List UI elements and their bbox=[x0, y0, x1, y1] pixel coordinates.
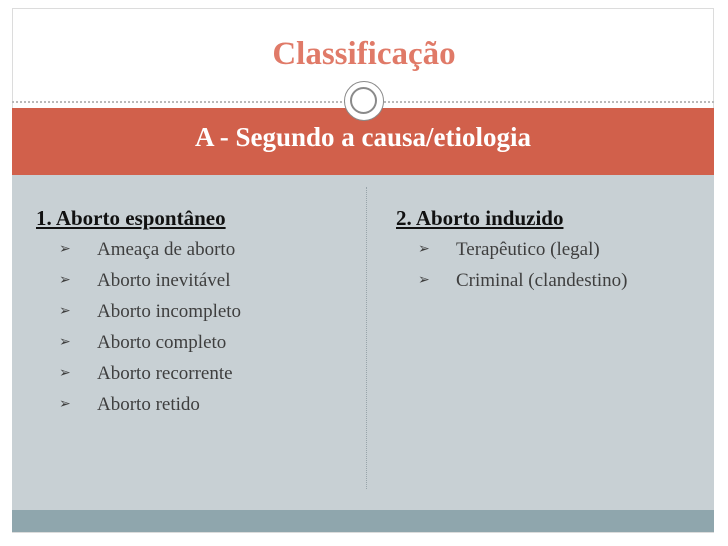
subtitle-text: A - Segundo a causa/etiologia bbox=[194, 122, 532, 152]
circle-ornament-icon bbox=[344, 81, 384, 121]
list-item bbox=[36, 296, 241, 327]
list-item-label: Terapêutico (legal) bbox=[456, 239, 600, 260]
list-item-label: Aborto retido bbox=[97, 394, 200, 415]
footer-bar bbox=[12, 510, 714, 532]
arrow-bullet-icon: ➢ bbox=[418, 242, 430, 257]
arrow-bullet-icon: ➢ bbox=[59, 366, 71, 381]
list-item-label: Aborto inevitável bbox=[97, 270, 231, 291]
list-item bbox=[36, 265, 241, 296]
column-divider bbox=[366, 187, 367, 489]
right-column bbox=[396, 203, 627, 296]
list-item-label: Aborto incompleto bbox=[97, 301, 242, 322]
arrow-bullet-icon: ➢ bbox=[59, 304, 71, 319]
right-column-heading: 2. Aborto induzido bbox=[396, 206, 564, 230]
list-item-label: Aborto completo bbox=[97, 332, 227, 353]
list-item-label: Criminal (clandestino) bbox=[456, 270, 628, 291]
list-item bbox=[396, 234, 627, 265]
list-item bbox=[36, 358, 241, 389]
list-item bbox=[36, 234, 241, 265]
arrow-bullet-icon: ➢ bbox=[418, 273, 430, 288]
arrow-bullet-icon: ➢ bbox=[59, 335, 71, 350]
arrow-bullet-icon: ➢ bbox=[59, 273, 71, 288]
list-item-label: Aborto recorrente bbox=[97, 363, 233, 384]
list-item-label: Ameaça de aborto bbox=[97, 239, 236, 260]
list-item bbox=[36, 389, 241, 420]
left-column bbox=[36, 203, 241, 420]
arrow-bullet-icon: ➢ bbox=[59, 242, 71, 257]
list-item bbox=[396, 265, 627, 296]
list-item bbox=[36, 327, 241, 358]
slide-title: Classificação bbox=[272, 36, 456, 72]
arrow-bullet-icon: ➢ bbox=[59, 397, 71, 412]
left-column-heading: 1. Aborto espontâneo bbox=[36, 206, 226, 230]
